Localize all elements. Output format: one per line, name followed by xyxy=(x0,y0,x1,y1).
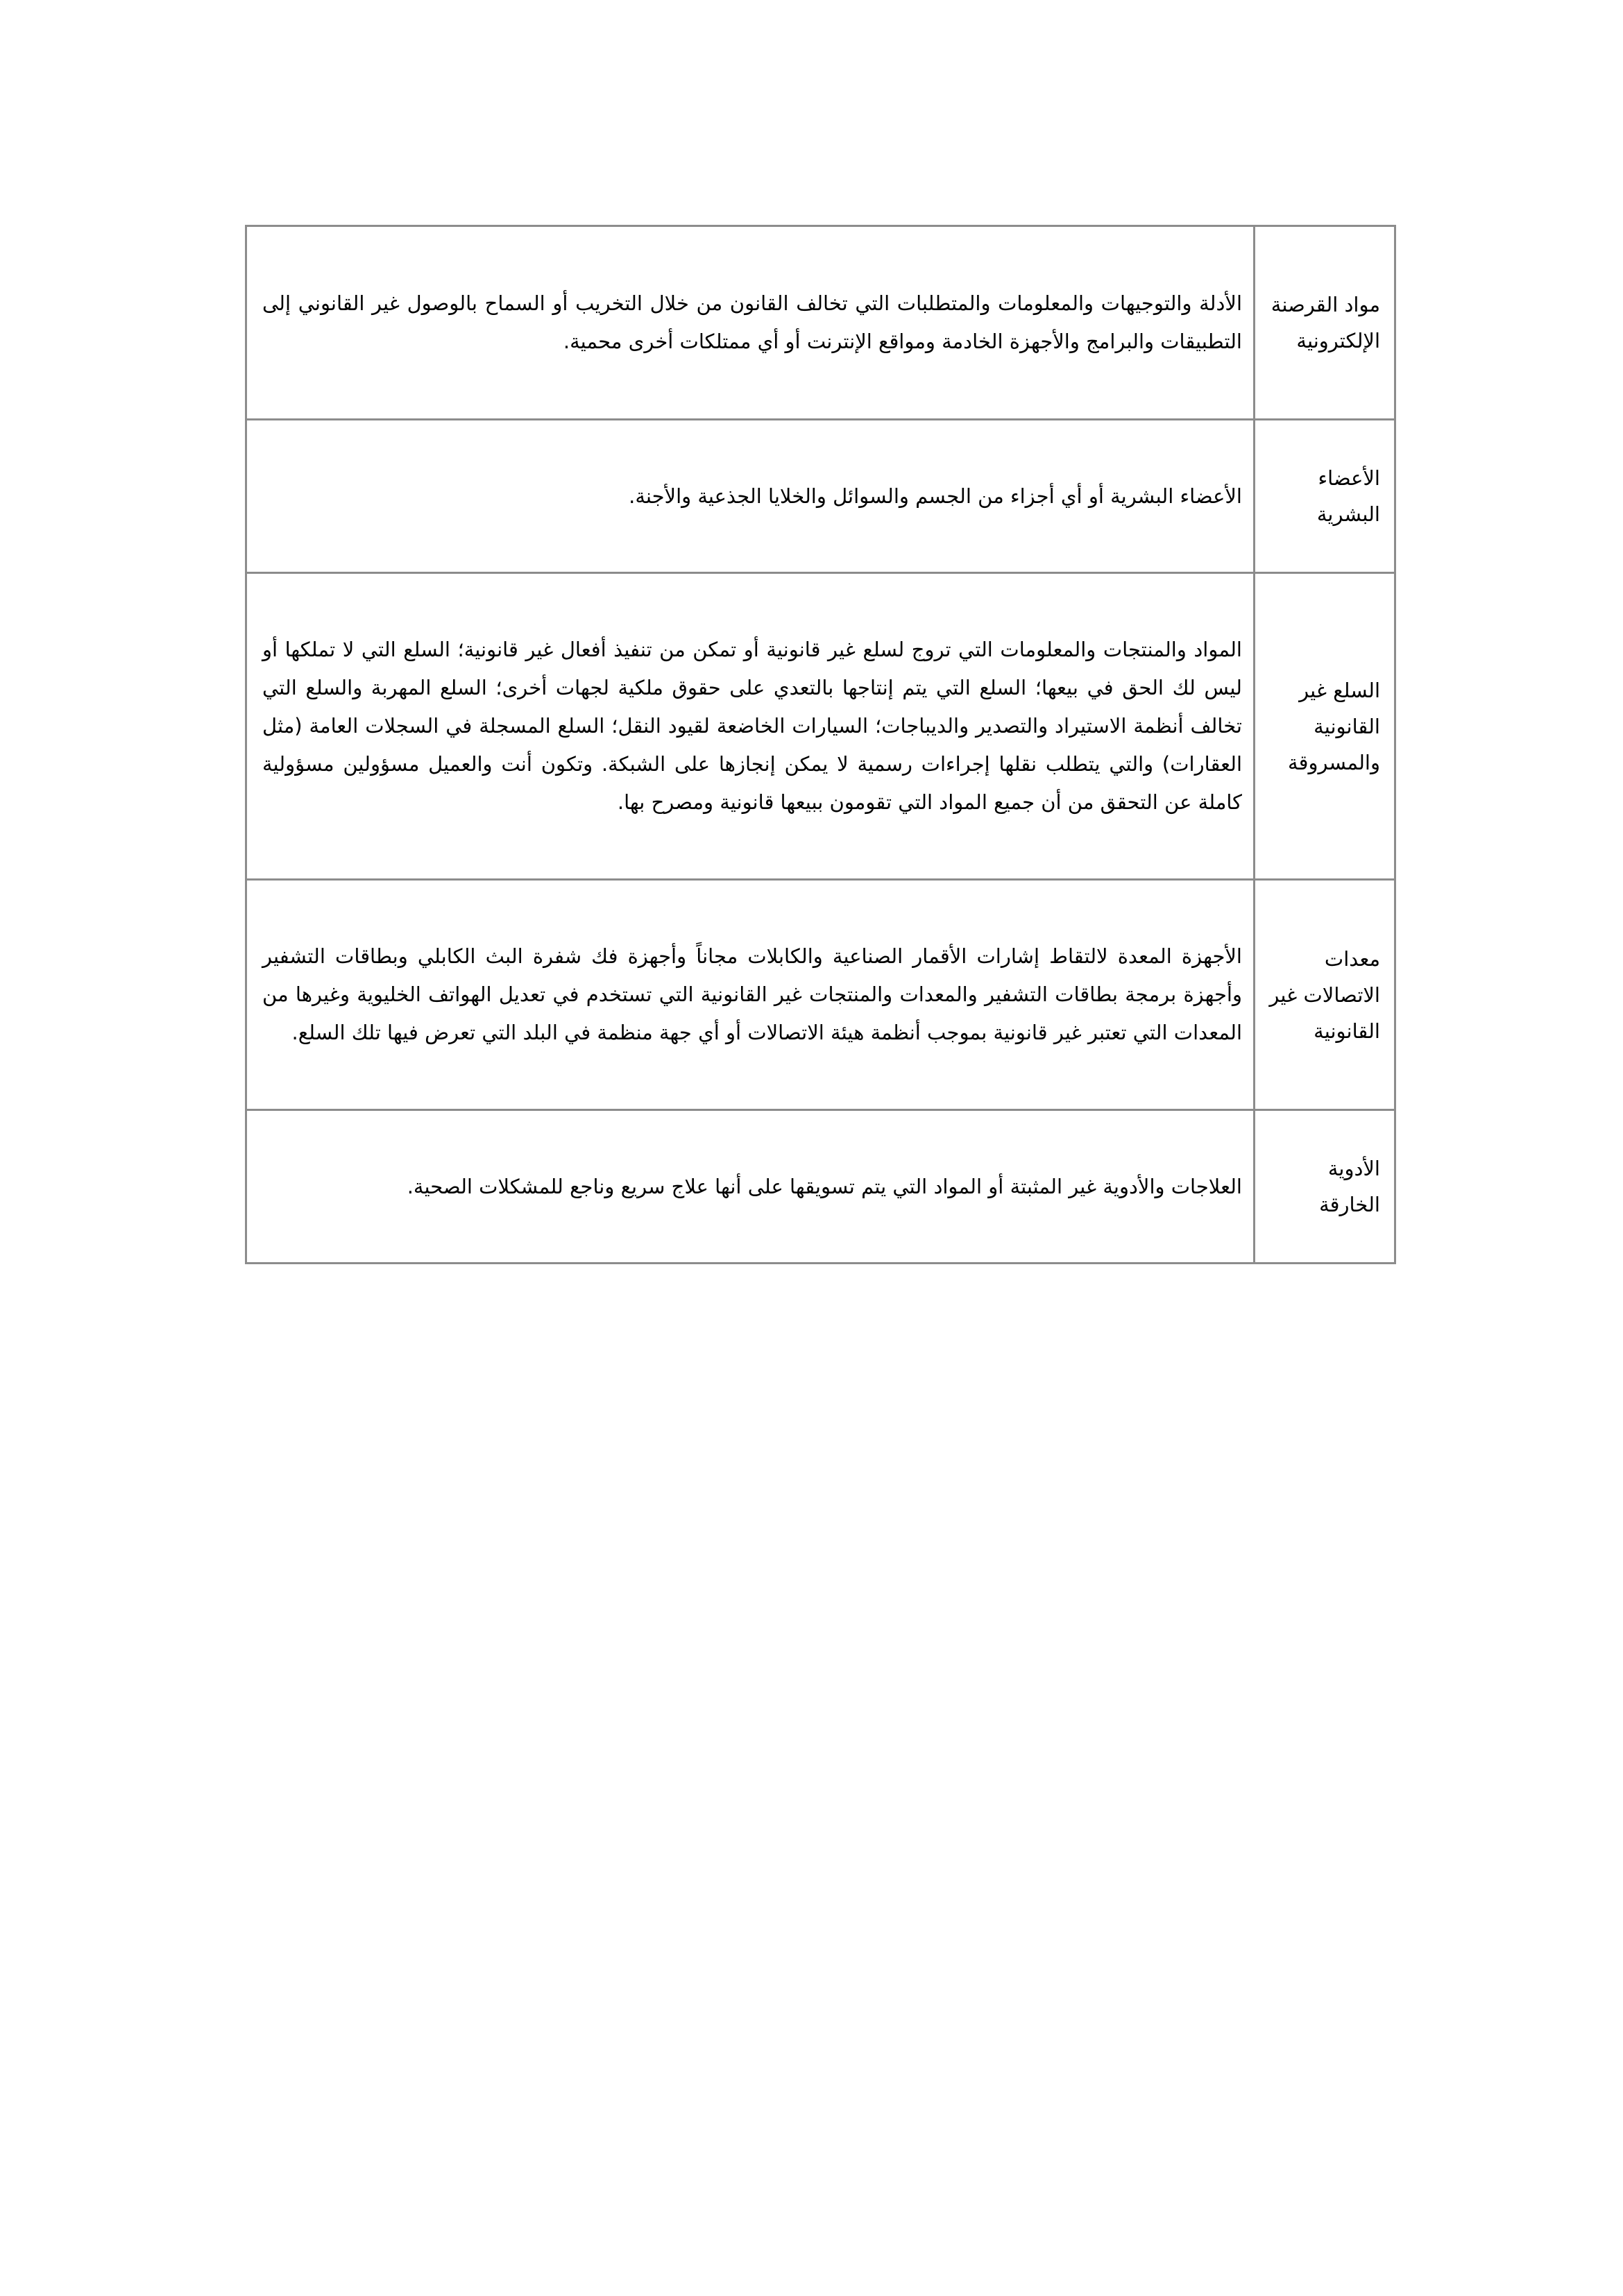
table-row xyxy=(246,880,1395,1110)
category-label: السلع غير القانونية والمسروقة xyxy=(1288,678,1380,774)
category-cell xyxy=(1255,1110,1395,1264)
table-row xyxy=(246,573,1395,880)
table-row xyxy=(246,226,1395,420)
category-description: الأعضاء البشرية أو أي أجزاء من الجسم والسوائل والخلايا الجذعية والأجنة. xyxy=(629,484,1242,508)
description-cell xyxy=(246,1110,1255,1264)
category-cell xyxy=(1255,880,1395,1110)
category-label: معدات الاتصالات غير القانونية xyxy=(1269,946,1380,1043)
category-description: العلاجات والأدوية غير المثبتة أو المواد التي يتم تسويقها على أنها علاج سريع وناجع للمشكلات الصحية. xyxy=(407,1174,1242,1198)
table-row xyxy=(246,1110,1395,1264)
category-description: الأجهزة المعدة لالتقاط إشارات الأقمار الصناعية والكابلات مجاناً وأجهزة فك شفرة البث الكابلي وبطاقات التشفير وأجهزة برمجة بطاقات التشفير والمعدات والمنتجات غير القانونية التي تستخدم في تعديل الهواتف الخليوية وغيرها من المعدات التي تعتبر غير قانونية بموجب أنظمة هيئة الاتصالات أو أي جهة منظمة في البلد التي تعرض فيها تلك السلع. xyxy=(262,944,1242,1044)
table-row xyxy=(246,420,1395,573)
description-cell xyxy=(246,573,1255,880)
category-label: الأعضاء البشرية xyxy=(1316,466,1380,526)
category-description: المواد والمنتجات والمعلومات التي تروج لسلع غير قانونية أو تمكن من تنفيذ أفعال غير قانونية؛ السلع التي لا تملكها أو ليس لك الحق في بيعها؛ السلع التي يتم إنتاجها بالتعدي على حقوق ملكية لجهات أخرى؛ السلع المهربة والسلع التي تخالف أنظمة الاستيراد والتصدير والديباجات؛ السيارات الخاضعة لقيود النقل؛ السلع المسجلة في السجلات العامة (مثل العقارات) والتي يتطلب نقلها إجراءات رسمية لا يمكن إنجازها على الشبكة. وتكون أنت والعميل مسؤولين مسؤولية كاملة عن التحقق من أن جميع المواد التي تقومون ببيعها قانونية ومصرح بها. xyxy=(262,638,1242,814)
category-cell xyxy=(1255,226,1395,420)
category-cell xyxy=(1255,573,1395,880)
prohibited-items-table xyxy=(245,225,1396,1264)
category-label: مواد القرصنة الإلكترونية xyxy=(1271,293,1380,352)
category-label: الأدوية الخارقة xyxy=(1319,1157,1380,1216)
category-description: الأدلة والتوجيهات والمعلومات والمتطلبات التي تخالف القانون من خلال التخريب أو السماح بالوصول غير القانوني إلى التطبيقات والبرامج والأجهزة الخادمة ومواقع الإنترنت أو أي ممتلكات أخرى محمية. xyxy=(262,291,1242,353)
description-cell xyxy=(246,880,1255,1110)
category-cell xyxy=(1255,420,1395,573)
description-cell xyxy=(246,420,1255,573)
description-cell xyxy=(246,226,1255,420)
